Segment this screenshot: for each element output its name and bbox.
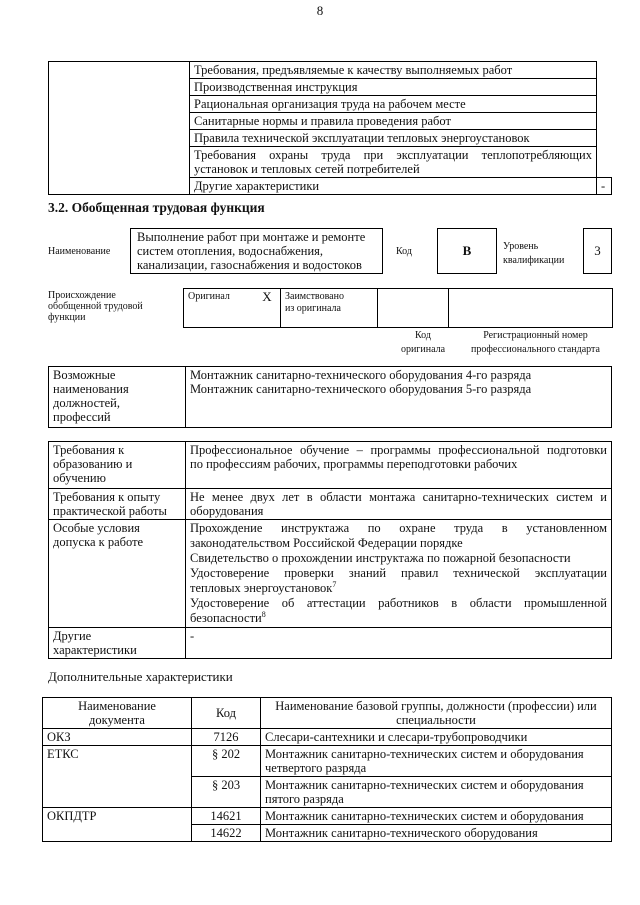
name-line: Монтажник санитарно-технических систем и оборудования (265, 778, 584, 792)
function-name-box (130, 228, 383, 274)
positions-label-line: должностей, (53, 396, 120, 410)
doc-cell: ОКЗ (43, 729, 192, 746)
borrowed-line: из оригинала (285, 303, 341, 314)
name-label: Наименование (48, 246, 111, 257)
table-row (49, 489, 612, 520)
top-table (48, 61, 612, 195)
table-row (43, 729, 612, 746)
borrowed-label (281, 289, 378, 328)
table-cell-empty (49, 62, 190, 195)
table-row (49, 520, 612, 628)
origin-label-line: Происхождение (48, 290, 116, 301)
additional-title: Дополнительные характеристики (48, 669, 233, 684)
level-label (503, 241, 564, 266)
level-label-line: Уровень (503, 241, 539, 252)
code-caption (388, 330, 458, 355)
level-label-line: квалификации (503, 255, 565, 266)
value-line: Профессиональное обучение – программы профессиональной подготовки (190, 443, 607, 457)
original-mark: X (254, 289, 281, 328)
table-row (43, 698, 612, 729)
label-line: обучению (53, 471, 106, 485)
value-line: Прохождение инструктажа по охране труда в установленном (190, 521, 607, 535)
requirement-item: Требования, предъявляемые к качеству выполняемых работ (190, 62, 597, 79)
footnote-mark: 7 (332, 579, 337, 589)
label-line: Особые условия (53, 521, 140, 535)
doc-cell: ОКПДТР (43, 808, 192, 842)
name-cell (261, 825, 612, 842)
other-label (49, 628, 186, 659)
name-line: четвертого разряда (265, 761, 367, 775)
requirement-line: Требования охраны труда при эксплуатации теплопотребляющих (194, 148, 592, 162)
value-line: Удостоверение об аттестации работников в области промышленной (190, 596, 607, 610)
name-cell (261, 777, 612, 808)
reg-number-cell (449, 289, 613, 328)
value-line: Удостоверение проверки знаний правил технической эксплуатации (190, 566, 607, 580)
name-line: Монтажник санитарно-технических систем и оборудования (265, 809, 584, 823)
label-line: Другие (53, 629, 92, 643)
value-line (190, 611, 607, 626)
code-caption-line: оригинала (400, 344, 446, 355)
code-label: Код (396, 246, 412, 257)
header-line: документа (89, 713, 145, 727)
label-line: практической работы (53, 504, 167, 518)
positions-values (186, 367, 612, 428)
requirement-item: Производственная инструкция (190, 79, 597, 96)
table-row (43, 746, 612, 777)
requirement-line: установок и тепловых сетей потребителей (194, 162, 420, 176)
value-line: Свидетельство о прохождении инструктажа по пожарной безопасности (190, 551, 571, 565)
requirements-table (48, 441, 612, 659)
label-line: образованию и (53, 457, 133, 471)
origin-label-line: обобщенной трудовой (48, 301, 143, 312)
col-name-header (261, 698, 612, 729)
value-line: оборудования (190, 504, 264, 518)
borrowed-line: Заимствовано (285, 291, 344, 302)
positions-table (48, 366, 612, 428)
education-label (49, 442, 186, 489)
function-name-line: Выполнение работ при монтаже и ремонте (137, 230, 366, 244)
positions-label-line: профессий (53, 410, 111, 424)
table-row (49, 442, 612, 489)
header-line: Наименование (78, 699, 156, 713)
table-row (49, 62, 612, 79)
label-line: характеристики (53, 643, 137, 657)
code-value-box (437, 228, 497, 274)
name-line: Монтажник санитарно-технических систем и оборудования (265, 747, 584, 761)
requirement-item: Рациональная организация труда на рабочем месте (190, 96, 597, 113)
origin-label-line: функции (48, 312, 86, 323)
table-row (49, 628, 612, 659)
other-label: Другие характеристики (190, 178, 597, 195)
positions-label-line: Возможные (53, 368, 116, 382)
code-caption-line: Код (415, 330, 431, 341)
code-cell: § 202 (192, 746, 261, 777)
table-row (49, 367, 612, 428)
education-value (186, 442, 612, 489)
origin-table (183, 288, 613, 328)
other-value: - (596, 178, 611, 195)
name-line: Монтажник санитарно-технического оборудования (265, 826, 538, 840)
requirement-item: Санитарные нормы и правила проведения работ (190, 113, 597, 130)
code-cell: 14622 (192, 825, 261, 842)
value-text: тепловых энергоустановок (190, 581, 333, 595)
name-line: Слесари-сантехники и слесари-трубопроводчики (265, 730, 528, 744)
admission-value (186, 520, 612, 628)
reg-caption-line: профессионального стандарта (471, 344, 600, 355)
original-label: Оригинал (184, 289, 255, 328)
name-cell (261, 746, 612, 777)
header-line: специальности (396, 713, 476, 727)
value-line (190, 581, 607, 596)
label-line: допуска к работе (53, 535, 144, 549)
position-item: Монтажник санитарно-технического оборудования 4-го разряда (190, 368, 532, 382)
col-doc-header (43, 698, 192, 729)
experience-label (49, 489, 186, 520)
code-cell: 7126 (192, 729, 261, 746)
code-cell: 14621 (192, 808, 261, 825)
origin-label (48, 290, 143, 323)
original-code-cell (378, 289, 449, 328)
other-value: - (186, 628, 612, 659)
additional-table (42, 697, 612, 842)
reg-caption (458, 330, 613, 355)
level-value: 3 (594, 243, 601, 258)
function-name-line: канализации, газоснабжения и водостоков (137, 258, 362, 272)
table-row (43, 808, 612, 825)
label-line: Требования к опыту (53, 490, 161, 504)
name-cell (261, 729, 612, 746)
requirement-item: Правила технической эксплуатации тепловых энергоустановок (190, 130, 597, 147)
col-code-header: Код (192, 698, 261, 729)
position-item: Монтажник санитарно-технического оборудования 5-го разряда (190, 382, 532, 396)
page-number: 8 (316, 3, 324, 18)
footnote-mark: 8 (261, 609, 266, 619)
label-line: Требования к (53, 443, 125, 457)
admission-label (49, 520, 186, 628)
experience-value (186, 489, 612, 520)
doc-cell: ЕТКС (43, 746, 192, 808)
value-line: по профессиям рабочих, программы переподготовки рабочих (190, 457, 518, 471)
positions-label-line: наименования (53, 382, 129, 396)
function-name-line: систем отопления, водоснабжения, (137, 244, 324, 258)
positions-label (49, 367, 186, 428)
value-line: Не менее двух лет в области монтажа санитарно-технических систем и (190, 490, 607, 504)
name-line: пятого разряда (265, 792, 344, 806)
requirement-item (190, 147, 597, 178)
section-title: 3.2. Обобщенная трудовая функция (48, 200, 265, 215)
reg-caption-line: Регистрационный номер (483, 330, 588, 341)
code-value: В (462, 243, 472, 258)
value-text: безопасности (190, 611, 262, 625)
table-row (184, 289, 613, 328)
name-cell (261, 808, 612, 825)
code-cell: § 203 (192, 777, 261, 808)
header-line: Наименование базовой группы, должности (профессии) или (275, 699, 597, 713)
level-value-box (583, 228, 612, 274)
value-line: законодательством Российской Федерации порядке (190, 536, 463, 550)
